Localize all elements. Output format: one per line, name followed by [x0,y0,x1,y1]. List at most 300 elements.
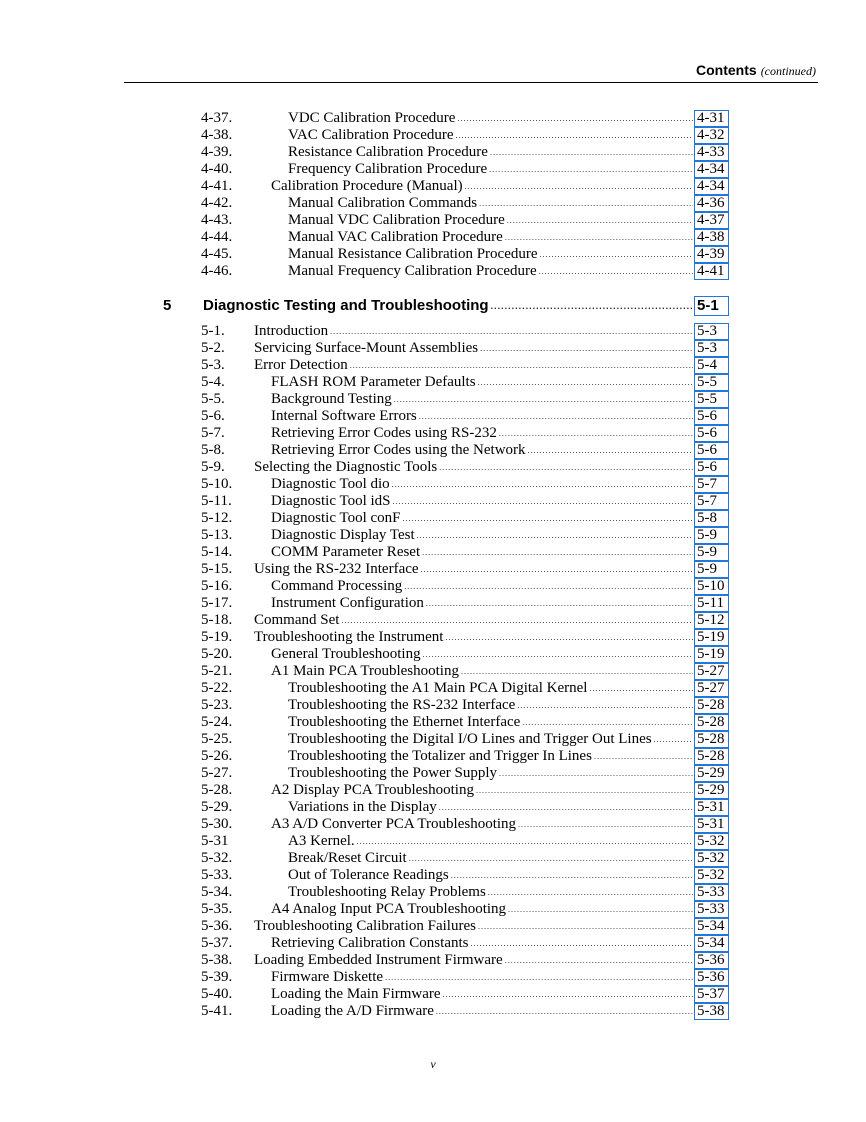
entry-text [288,229,693,246]
page-link[interactable]: 5-6 [694,459,729,476]
section-number: 4-40. [201,161,233,177]
page-link[interactable]: 5-7 [694,493,729,510]
section-title: Command Processing [271,578,403,594]
section-title: Resistance Calibration Procedure [288,144,488,160]
section-number: 5-40. [201,986,233,1002]
page-link[interactable]: 5-28 [694,714,729,731]
page-link[interactable]: 4-41 [694,263,729,280]
entry-text [288,714,693,731]
toc-entry[interactable] [0,748,866,765]
section-number: 5-34. [201,884,233,900]
entry-text [288,799,693,816]
dot-leader [409,850,693,867]
dot-leader [478,374,693,391]
dot-leader [443,986,693,1003]
section-title: Firmware Diskette [271,969,384,985]
section-title: Troubleshooting the Totalizer and Trigger In Lines [288,748,592,764]
page-link[interactable]: 4-34 [694,178,729,195]
section-number: 5-23. [201,697,233,713]
toc-entry[interactable] [0,799,866,816]
dot-leader [505,229,693,246]
toc-entry[interactable] [0,374,866,391]
page-link[interactable]: 5-33 [694,901,729,918]
section-number: 4-42. [201,195,233,211]
toc-entry[interactable] [0,527,866,544]
page-link[interactable]: 5-7 [694,476,729,493]
section-title: Troubleshooting the Digital I/O Lines and Trigger Out Lines [288,731,652,747]
entry-text [254,561,693,578]
toc-entry[interactable] [0,816,866,833]
toc-entry[interactable] [0,782,866,799]
section-title: FLASH ROM Parameter Defaults [271,374,476,390]
section-number: 4-37. [201,110,233,126]
toc-entry[interactable] [0,646,866,663]
entry-text [288,884,693,901]
page-link[interactable]: 5-6 [694,425,729,442]
dot-leader [488,884,693,901]
section-title: Out of Tolerance Readings [288,867,449,883]
page-link[interactable]: 5-3 [694,340,729,357]
toc-entry[interactable] [0,612,866,629]
toc-entry[interactable] [0,178,866,195]
dot-leader [507,212,693,229]
section-title: Using the RS-232 Interface [254,561,419,577]
page-link[interactable]: 5-38 [694,1003,729,1020]
entry-text [254,918,693,935]
page-link[interactable]: 5-9 [694,527,729,544]
page-link[interactable]: 5-3 [694,323,729,340]
entry-text [288,867,693,884]
section-title: Diagnostic Tool conF [271,510,401,526]
dot-leader [426,595,693,612]
section-title: Diagnostic Tool dio [271,476,390,492]
dot-leader [394,391,693,408]
page-link[interactable]: 5-36 [694,952,729,969]
entry-text [271,986,693,1003]
section-number: 5-30. [201,816,233,832]
entry-text [288,748,693,765]
section-title: Manual VDC Calibration Procedure [288,212,505,228]
section-title: VAC Calibration Procedure [288,127,454,143]
page-link[interactable]: 4-39 [694,246,729,263]
section-title: Troubleshooting Relay Problems [288,884,486,900]
section-number: 4-45. [201,246,233,262]
toc-entry[interactable] [0,731,866,748]
section-number: 5-15. [201,561,233,577]
dot-leader [539,263,693,280]
toc-entry[interactable] [0,1003,866,1020]
toc-entry[interactable] [0,544,866,561]
entry-text [271,493,693,510]
section-number: 5-6. [201,408,225,424]
page-link[interactable]: 4-38 [694,229,729,246]
section-title: General Troubleshooting [271,646,421,662]
page-link[interactable]: 4-36 [694,195,729,212]
entry-text [271,178,693,195]
section-number: 4-41. [201,178,233,194]
page-link[interactable]: 5-37 [694,986,729,1003]
section-number: 5-16. [201,578,233,594]
section-number: 5-37. [201,935,233,951]
entry-text [271,935,693,952]
toc-entry[interactable] [0,833,866,850]
section-number: 5-21. [201,663,233,679]
section-title: Retrieving Calibration Constants [271,935,469,951]
page-link[interactable]: 4-32 [694,127,729,144]
section-number: 5-41. [201,1003,233,1019]
chapter-entry [203,296,693,316]
section-number: 4-43. [201,212,233,228]
section-title: Manual VAC Calibration Procedure [288,229,503,245]
section-title: Retrieving Error Codes using the Network [271,442,526,458]
entry-text [271,901,693,918]
section-title: Retrieving Error Codes using RS-232 [271,425,497,441]
toc-entry[interactable] [0,986,866,1003]
section-title: A3 Kernel. [288,833,355,849]
dot-leader [350,357,693,374]
entry-text [271,1003,693,1020]
section-number: 4-46. [201,263,233,279]
section-title: Introduction [254,323,329,339]
dot-leader [478,918,693,935]
toc-entry[interactable] [0,476,866,493]
toc-entry[interactable] [0,935,866,952]
section-title: Troubleshooting the RS-232 Interface [288,697,516,713]
chapter-page-link[interactable]: 5-1 [694,296,729,316]
page-link[interactable]: 5-29 [694,765,729,782]
section-title: Troubleshooting Calibration Failures [254,918,476,934]
entry-text [254,952,693,969]
section-number: 5-18. [201,612,233,628]
chapter-title: Diagnostic Testing and Troubleshooting [203,297,489,314]
dot-leader [654,731,693,748]
page-link[interactable]: 5-5 [694,374,729,391]
section-number: 5-39. [201,969,233,985]
section-number: 5-14. [201,544,233,560]
section-title: Loading the Main Firmware [271,986,441,1002]
entry-text [288,110,693,127]
dot-leader [499,425,693,442]
page-link[interactable]: 5-36 [694,969,729,986]
section-number: 5-1. [201,323,225,339]
toc-entry[interactable] [0,697,866,714]
section-title: COMM Parameter Reset [271,544,421,560]
dot-leader [330,323,693,340]
page-link[interactable]: 5-31 [694,799,729,816]
dot-leader [470,935,693,952]
page-link[interactable]: 4-31 [694,110,729,127]
entry-text [288,246,693,263]
entry-text [254,340,693,357]
page-link[interactable]: 5-19 [694,629,729,646]
toc-entry[interactable] [0,663,866,680]
section-number: 5-17. [201,595,233,611]
page-link[interactable]: 5-34 [694,918,729,935]
dot-leader [392,476,693,493]
page-link[interactable]: 5-9 [694,544,729,561]
section-title: Break/Reset Circuit [288,850,407,866]
page-link[interactable]: 4-33 [694,144,729,161]
toc-entry[interactable] [0,229,866,246]
entry-text [288,850,693,867]
section-title: Servicing Surface-Mount Assemblies [254,340,479,356]
section-number: 5-22. [201,680,233,696]
entry-text [271,663,693,680]
section-title: Manual Resistance Calibration Procedure [288,246,538,262]
dot-leader [505,952,693,969]
section-number: 5-5. [201,391,225,407]
section-number: 4-39. [201,144,233,160]
entry-text [288,731,693,748]
entry-text [271,595,693,612]
dot-leader [489,161,693,178]
toc-entry[interactable] [0,680,866,697]
toc-entry[interactable] [0,110,866,127]
page-link[interactable]: 5-28 [694,748,729,765]
toc-entry[interactable] [0,408,866,425]
section-title: Selecting the Diagnostic Tools [254,459,438,475]
toc-entry[interactable] [0,442,866,459]
section-number: 5-35. [201,901,233,917]
toc-entry[interactable] [0,493,866,510]
page-link[interactable]: 5-32 [694,867,729,884]
dot-leader [456,127,693,144]
entry-text [254,612,693,629]
section-number: 5-25. [201,731,233,747]
section-number: 4-38. [201,127,233,143]
page-link[interactable]: 5-12 [694,612,729,629]
toc-entry[interactable] [0,425,866,442]
entry-text [271,476,693,493]
page-link[interactable]: 5-34 [694,935,729,952]
dot-leader [508,901,693,918]
toc-entry[interactable] [0,323,866,340]
dot-leader [499,765,693,782]
toc-entry[interactable] [0,510,866,527]
toc-entry[interactable] [0,357,866,374]
toc-entry[interactable] [0,212,866,229]
dot-leader [522,714,693,731]
entry-text [254,323,693,340]
toc-entry[interactable] [0,263,866,280]
section-number: 5-36. [201,918,233,934]
chapter-number: 5 [163,297,172,314]
entry-text [288,161,693,178]
entry-text [271,374,693,391]
toc-entry[interactable] [0,127,866,144]
page-folio: v [430,1057,436,1071]
page-link[interactable]: 4-34 [694,161,729,178]
dot-leader [594,748,693,765]
entry-text [288,212,693,229]
toc-entry[interactable] [0,884,866,901]
entry-text [288,680,693,697]
page-link[interactable]: 5-27 [694,663,729,680]
page-link[interactable]: 5-29 [694,782,729,799]
dot-leader [476,782,693,799]
toc-entry[interactable] [0,161,866,178]
section-title: Loading Embedded Instrument Firmware [254,952,503,968]
dot-leader [439,799,693,816]
entry-text [271,442,693,459]
section-title: Background Testing [271,391,392,407]
entry-text [271,782,693,799]
dot-leader [528,442,693,459]
toc-entry[interactable] [0,952,866,969]
entry-text [271,408,693,425]
toc-entry[interactable] [0,867,866,884]
dot-leader [465,178,693,195]
entry-text [271,527,693,544]
dot-leader [517,697,693,714]
entry-text [288,833,693,850]
dot-leader [490,144,693,161]
section-title: Command Set [254,612,340,628]
section-title: A2 Display PCA Troubleshooting [271,782,474,798]
toc-entry[interactable] [0,595,866,612]
section-title: A1 Main PCA Troubleshooting [271,663,459,679]
entry-text [271,544,693,561]
section-number: 5-8. [201,442,225,458]
page-link[interactable]: 5-9 [694,561,729,578]
entry-text [271,510,693,527]
entry-text [288,127,693,144]
toc-entry[interactable] [0,969,866,986]
section-number: 5-26. [201,748,233,764]
dot-leader [479,195,693,212]
toc-entry[interactable] [0,918,866,935]
toc-entry[interactable] [0,561,866,578]
section-number: 5-31 [201,833,229,849]
toc-entry[interactable] [0,850,866,867]
section-title: Diagnostic Display Test [271,527,415,543]
page-link[interactable]: 4-37 [694,212,729,229]
page-link[interactable]: 5-5 [694,391,729,408]
chapter-heading[interactable] [0,296,866,316]
dot-leader [480,340,693,357]
toc-entry[interactable] [0,459,866,476]
page-link[interactable]: 5-4 [694,357,729,374]
dot-leader [518,816,693,833]
section-number: 5-10. [201,476,233,492]
section-title: Error Detection [254,357,348,373]
section-title: Frequency Calibration Procedure [288,161,488,177]
entry-text [288,195,693,212]
entry-text [288,697,693,714]
toc-entry[interactable] [0,714,866,731]
section-number: 5-19. [201,629,233,645]
page-link[interactable]: 5-32 [694,850,729,867]
section-title: Instrument Configuration [271,595,424,611]
section-number: 5-33. [201,867,233,883]
page-link[interactable]: 5-8 [694,510,729,527]
toc-entry[interactable] [0,144,866,161]
dot-leader [461,663,693,680]
entry-text [288,144,693,161]
dot-leader [436,1003,693,1020]
page-link[interactable]: 5-27 [694,680,729,697]
page-link[interactable]: 5-6 [694,408,729,425]
entry-text [254,357,693,374]
section-title: Loading the A/D Firmware [271,1003,434,1019]
toc-entry[interactable] [0,578,866,595]
toc-entry[interactable] [0,765,866,782]
page-link[interactable]: 5-32 [694,833,729,850]
dot-leader [445,629,693,646]
section-title: VDC Calibration Procedure [288,110,456,126]
dot-leader [451,867,693,884]
dot-leader [491,296,693,316]
dot-leader [385,969,693,986]
header-rule [124,82,818,83]
entry-text [254,629,693,646]
dot-leader [423,646,693,663]
page-link[interactable]: 5-11 [694,595,729,612]
toc-entry[interactable] [0,340,866,357]
section-number: 5-13. [201,527,233,543]
section-number: 5-27. [201,765,233,781]
section-number: 5-28. [201,782,233,798]
section-number: 4-44. [201,229,233,245]
section-title: A4 Analog Input PCA Troubleshooting [271,901,507,917]
toc-entry[interactable] [0,391,866,408]
section-number: 5-3. [201,357,225,373]
section-number: 5-4. [201,374,225,390]
dot-leader [540,246,693,263]
toc-entry[interactable] [0,246,866,263]
page-link[interactable]: 5-19 [694,646,729,663]
entry-text [288,263,693,280]
section-number: 5-24. [201,714,233,730]
toc-entry[interactable] [0,901,866,918]
page-link[interactable]: 5-31 [694,816,729,833]
section-number: 5-11. [201,493,232,509]
entry-text [271,391,693,408]
dot-leader [457,110,693,127]
section-title: Troubleshooting the Ethernet Interface [288,714,521,730]
header-continued: (continued) [760,64,816,78]
dot-leader [393,493,693,510]
section-title: Manual Calibration Commands [288,195,478,211]
entry-text [271,425,693,442]
section-number: 5-20. [201,646,233,662]
dot-leader [422,544,693,561]
section-number: 5-7. [201,425,225,441]
section-title: Troubleshooting the Instrument [254,629,444,645]
toc-entry[interactable] [0,195,866,212]
page-link[interactable]: 5-6 [694,442,729,459]
page-link[interactable]: 5-28 [694,697,729,714]
section-number: 5-29. [201,799,233,815]
section-number: 5-2. [201,340,225,356]
section-number: 5-12. [201,510,233,526]
dot-leader [439,459,693,476]
section-title: Variations in the Display [288,799,437,815]
page-link[interactable]: 5-10 [694,578,729,595]
entry-text [288,765,693,782]
section-title: Diagnostic Tool idS [271,493,391,509]
section-title: Troubleshooting the A1 Main PCA Digital Kernel [288,680,588,696]
dot-leader [341,612,693,629]
toc-entry[interactable] [0,629,866,646]
section-number: 5-38. [201,952,233,968]
dot-leader [421,561,693,578]
page-link[interactable]: 5-33 [694,884,729,901]
section-title: Manual Frequency Calibration Procedure [288,263,537,279]
section-title: Internal Software Errors [271,408,417,424]
section-number: 5-32. [201,850,233,866]
page-link[interactable]: 5-28 [694,731,729,748]
